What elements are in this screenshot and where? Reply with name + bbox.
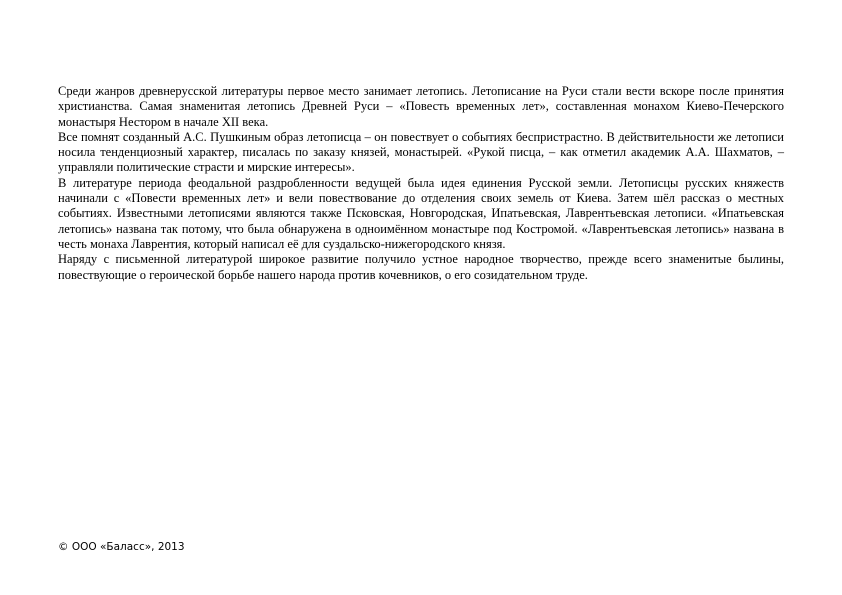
paragraph-chronicles-intro: Среди жанров древнерусской литературы первое место занимает летопись. Летописание на Руси стали вести вскоре после принятия христианства. Самая знаменитая летопись Древней Руси – «Повесть временных лет», составленная монахом Киево-Печерского монастыря Нестором в начале XII века. bbox=[58, 84, 784, 129]
paragraph-folk-creativity: Наряду с письменной литературой широкое развитие получило устное народное творчество, прежде всего знаменитые былины, повествующие о героической борьбе нашего народа против кочевников, о его созидательном труде. bbox=[58, 252, 784, 282]
copyright-footer: © ООО «Баласс», 2013 bbox=[58, 541, 185, 553]
paragraph-chronicler-image: Все помнят созданный А.С. Пушкиным образ летописца – он повествует о событиях беспристрастно. В действительности же летописи носила тенденциозный характер, писалась по заказу князей, монастырей. «Рукой писца, – как отметил академик А.А. Шахматов, – управляли политические страсти и мирские интересы». bbox=[58, 129, 784, 175]
paragraph-feudal-period: В литературе периода феодальной раздробленности ведущей была идея единения Русской земли. Летописцы русских княжеств начинали с «Повести временных лет» и вели повествование до отделения своих земель от Киева. Затем шёл рассказ о местных событиях. Известными летописями являются также Псковская, Новгородская, Ипатьевская, Лаврентьевская летописи. «Ипатьевская летопись» названа так потому, что была обнаружена в одноимённом монастыре под Костромой. «Лаврентьевская летопись» названа в честь монаха Лаврентия, который написал её для суздальско-нижегородского князя. bbox=[58, 175, 784, 251]
document-body bbox=[58, 84, 784, 283]
